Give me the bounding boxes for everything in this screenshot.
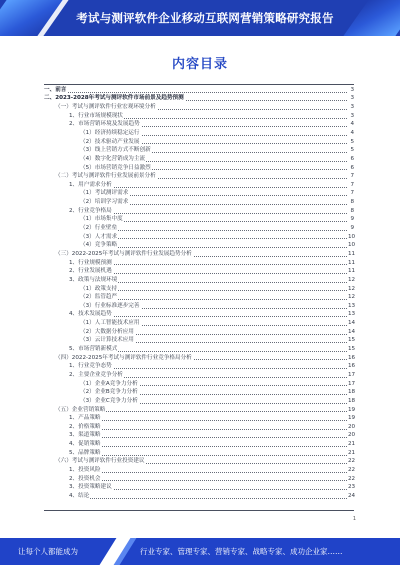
toc-entry-title: （1）市场集中度: [80, 216, 123, 223]
table-of-contents: [0, 86, 400, 501]
toc-entry-title: （2）行业壁垒: [80, 225, 118, 232]
toc-entry-page: 18: [348, 397, 356, 404]
toc-entry-page: 8: [348, 199, 354, 206]
toc-entry-page: 6: [348, 156, 354, 163]
footer-banner: [0, 538, 400, 565]
toc-entry-title: （4）竞争策略: [80, 242, 118, 249]
toc-entry[interactable]: [0, 190, 400, 199]
toc-leader-dots: [69, 472, 349, 473]
toc-entry-page: 11: [348, 250, 356, 257]
toc-entry-title: （2）大数据分析应用: [80, 328, 134, 335]
toc-entry[interactable]: [0, 181, 400, 190]
toc-leader-dots: [69, 437, 349, 438]
toc-entry-title: 一、前言: [44, 86, 67, 93]
toc-entry-page: 7: [348, 182, 354, 189]
toc-entry-title: （1）企业A竞争力分析: [80, 380, 138, 387]
toc-entry-page: 24: [348, 492, 356, 499]
toc-entry-title: 3、政策与法规环境: [69, 276, 118, 283]
toc-entry-page: 19: [348, 415, 356, 422]
toc-entry[interactable]: [0, 423, 400, 432]
toc-entry-page: 16: [348, 354, 356, 361]
toc-entry[interactable]: [0, 311, 400, 320]
toc-entry-title: 1、行业市场规模现状: [69, 112, 123, 119]
toc-entry-title: 1、用户需求分析: [69, 181, 112, 188]
toc-entry-page: 20: [348, 432, 356, 439]
toc-entry-title: 3、渠道策略: [69, 432, 101, 439]
toc-entry[interactable]: [0, 406, 400, 415]
toc-entry-title: （一）考试与测评软件行业宏观环境分析: [55, 104, 156, 111]
toc-entry-title: 2、市场营销环境及发展趋势: [69, 121, 140, 128]
toc-entry-title: 1、行业竞争态势: [69, 363, 112, 370]
toc-entry-title: （六）考试与测评软件行业投资建议: [55, 458, 145, 465]
toc-leader-dots: [80, 299, 349, 300]
toc-entry-title: （3）企业C竞争力分析: [80, 397, 138, 404]
toc-entry[interactable]: [0, 449, 400, 458]
toc-entry-title: （2）技术驱动产业发展: [80, 138, 140, 145]
toc-leader-dots: [69, 498, 349, 499]
toc-leader-dots: [69, 446, 349, 447]
toc-entry-title: 4、促销策略: [69, 441, 101, 448]
toc-entry-title: （3）行业标准逐步完善: [80, 302, 140, 309]
toc-entry[interactable]: [0, 250, 400, 259]
toc-entry[interactable]: [0, 432, 400, 441]
toc-entry[interactable]: [0, 371, 400, 380]
toc-entry-title: 1、投资风险: [69, 466, 101, 473]
toc-entry-title: 5、品牌策略: [69, 449, 101, 456]
toc-leader-dots: [69, 420, 349, 421]
toc-entry[interactable]: [0, 285, 400, 294]
toc-top-rule: [44, 84, 354, 85]
toc-entry-page: 9: [348, 216, 354, 223]
toc-entry-page: 3: [348, 104, 354, 111]
toc-leader-dots: [69, 429, 349, 430]
toc-entry-page: 12: [348, 276, 356, 283]
toc-entry-page: 13: [348, 311, 356, 318]
toc-entry-page: 3: [348, 87, 354, 94]
toc-entry-title: （1）政策支持: [80, 285, 118, 292]
toc-leader-dots: [44, 92, 349, 93]
toc-entry-page: 4: [348, 121, 354, 128]
toc-entry-title: 1、产品策略: [69, 415, 101, 422]
toc-entry-page: 13: [348, 302, 356, 309]
toc-leader-dots: [69, 480, 349, 481]
toc-entry[interactable]: [0, 319, 400, 328]
toc-entry-page: 23: [348, 484, 356, 491]
toc-entry-page: 7: [348, 190, 354, 197]
toc-entry-page: 17: [348, 380, 356, 387]
toc-entry[interactable]: [0, 466, 400, 475]
toc-entry-title: （2）监管趋严: [80, 294, 118, 301]
toc-entry[interactable]: [0, 302, 400, 311]
toc-entry-page: 5: [348, 139, 354, 146]
toc-entry[interactable]: [0, 380, 400, 389]
toc-entry-page: 21: [348, 441, 356, 448]
toc-entry-title: （1）经济持续稳定运行: [80, 130, 140, 136]
toc-entry[interactable]: [0, 492, 400, 501]
toc-entry[interactable]: [0, 198, 400, 207]
footer-slogan-left: 让每个人都能成为: [18, 547, 78, 556]
toc-entry[interactable]: [0, 397, 400, 406]
toc-leader-dots: [80, 247, 349, 248]
toc-leader-dots: [80, 238, 349, 239]
toc-entry[interactable]: [0, 95, 400, 104]
toc-entry[interactable]: [0, 224, 400, 233]
toc-entry-title: （1）人工智能技术应用: [80, 320, 140, 327]
toc-entry-page: 11: [348, 268, 356, 275]
page-number: 1: [352, 516, 356, 522]
toc-entry-page: 7: [348, 173, 354, 180]
toc-entry-title: 2、行业发展机遇: [69, 268, 112, 275]
toc-entry[interactable]: [0, 328, 400, 337]
toc-entry[interactable]: [0, 259, 400, 268]
toc-entry[interactable]: [0, 86, 400, 95]
toc-entry[interactable]: [0, 363, 400, 372]
toc-entry[interactable]: [0, 483, 400, 492]
toc-entry-page: 19: [348, 406, 356, 413]
toc-entry-page: 14: [348, 320, 356, 327]
toc-entry-page: 14: [348, 328, 356, 335]
toc-entry-page: 10: [348, 233, 356, 240]
toc-entry-page: 20: [348, 423, 356, 430]
toc-entry-title: 2、投资机会: [69, 475, 101, 482]
toc-leader-dots: [80, 230, 349, 231]
toc-entry[interactable]: [0, 267, 400, 276]
toc-entry-title: 3、投资策略建议: [69, 484, 112, 491]
toc-entry-title: （3）人才需求: [80, 233, 118, 240]
toc-entry-title: （2）企业B竞争力分析: [80, 389, 138, 396]
toc-entry[interactable]: [0, 475, 400, 484]
header-right-decoration: [343, 0, 400, 36]
toc-entry-page: 15: [348, 346, 356, 353]
report-title: 考试与测评软件企业移动互联网营销策略研究报告: [76, 11, 334, 25]
toc-entry[interactable]: [0, 112, 400, 121]
toc-entry[interactable]: [0, 440, 400, 449]
toc-entry-page: 22: [348, 475, 356, 482]
toc-entry-title: 5、市场营销新模式: [69, 346, 118, 353]
toc-entry-title: （1）考试测评需求: [80, 190, 129, 197]
toc-entry-page: 15: [348, 337, 356, 344]
toc-entry[interactable]: [0, 121, 400, 130]
toc-entry[interactable]: [0, 414, 400, 423]
toc-entry-page: 16: [348, 363, 356, 370]
toc-entry[interactable]: [0, 242, 400, 251]
toc-entry-page: 4: [348, 130, 354, 137]
toc-entry[interactable]: [0, 337, 400, 346]
toc-entry-page: 11: [348, 259, 356, 266]
toc-entry[interactable]: [0, 129, 400, 138]
toc-leader-dots: [80, 290, 349, 291]
toc-entry-page: 6: [348, 165, 354, 172]
toc-entry-page: 12: [348, 285, 356, 292]
toc-heading: 内容目录: [171, 57, 228, 72]
toc-entry-title: 2、主要企业竞争分析: [69, 371, 123, 378]
toc-entry-title: 4、结论: [69, 492, 90, 499]
toc-entry-title: （3）云计算技术应用: [80, 337, 134, 344]
toc-entry-title: 2、价格策略: [69, 423, 101, 430]
toc-entry[interactable]: [0, 172, 400, 181]
footer-slogan-right: 行业专家、管理专家、营销专家、战略专家、成功企业家……: [140, 547, 343, 556]
toc-entry-page: 18: [348, 389, 356, 396]
toc-entry-title: （五）企业营销策略: [55, 406, 106, 413]
toc-entry-page: 5: [348, 147, 354, 154]
toc-entry[interactable]: [0, 345, 400, 354]
toc-entry-title: （四）2022-2025年考试与测评软件行业竞争格局分析: [55, 354, 192, 361]
toc-bottom-rule: [44, 510, 354, 511]
toc-entry-title: （3）线上营销方式不断创新: [80, 147, 151, 154]
toc-entry-page: 12: [348, 294, 356, 301]
header-banner: [0, 0, 400, 36]
toc-entry-page: 21: [348, 449, 356, 456]
toc-entry-title: 1、行业规模预测: [69, 259, 112, 266]
toc-entry[interactable]: [0, 354, 400, 363]
toc-entry[interactable]: [0, 103, 400, 112]
toc-entry[interactable]: [0, 458, 400, 467]
toc-entry[interactable]: [0, 146, 400, 155]
toc-entry[interactable]: [0, 138, 400, 147]
toc-entry-page: 17: [348, 371, 356, 378]
toc-entry-title: 4、技术发展趋势: [69, 311, 112, 318]
toc-entry[interactable]: [0, 207, 400, 216]
toc-entry-page: 9: [348, 225, 354, 232]
toc-entry-page: 3: [348, 113, 354, 120]
toc-entry-page: 8: [348, 208, 354, 215]
toc-entry[interactable]: [0, 293, 400, 302]
toc-entry-title: 二、2023-2028年考试与测评软件市场前景及趋势预测: [44, 95, 184, 102]
toc-entry-page: 22: [348, 466, 356, 473]
toc-entry-title: （2）培训学习需求: [80, 199, 129, 206]
toc-entry[interactable]: [0, 164, 400, 173]
toc-leader-dots: [69, 455, 349, 456]
toc-entry[interactable]: [0, 216, 400, 225]
toc-entry[interactable]: [0, 276, 400, 285]
toc-entry[interactable]: [0, 233, 400, 242]
toc-entry-title: （三）2022-2025年考试与测评软件行业发展趋势分析: [55, 250, 192, 257]
toc-entry-title: （二）考试与测评软件行业发展前景分析: [55, 173, 156, 180]
toc-entry-title: （4）数字化营销成为主流: [80, 155, 146, 162]
toc-entry-page: 10: [348, 242, 356, 249]
toc-entry[interactable]: [0, 388, 400, 397]
toc-entry-title: 2、行业竞争格局: [69, 207, 112, 214]
toc-entry[interactable]: [0, 155, 400, 164]
toc-entry-title: （5）市场营销竞争日益激烈: [80, 164, 151, 171]
toc-entry-page: 22: [348, 458, 356, 465]
toc-entry-page: 3: [348, 95, 354, 102]
